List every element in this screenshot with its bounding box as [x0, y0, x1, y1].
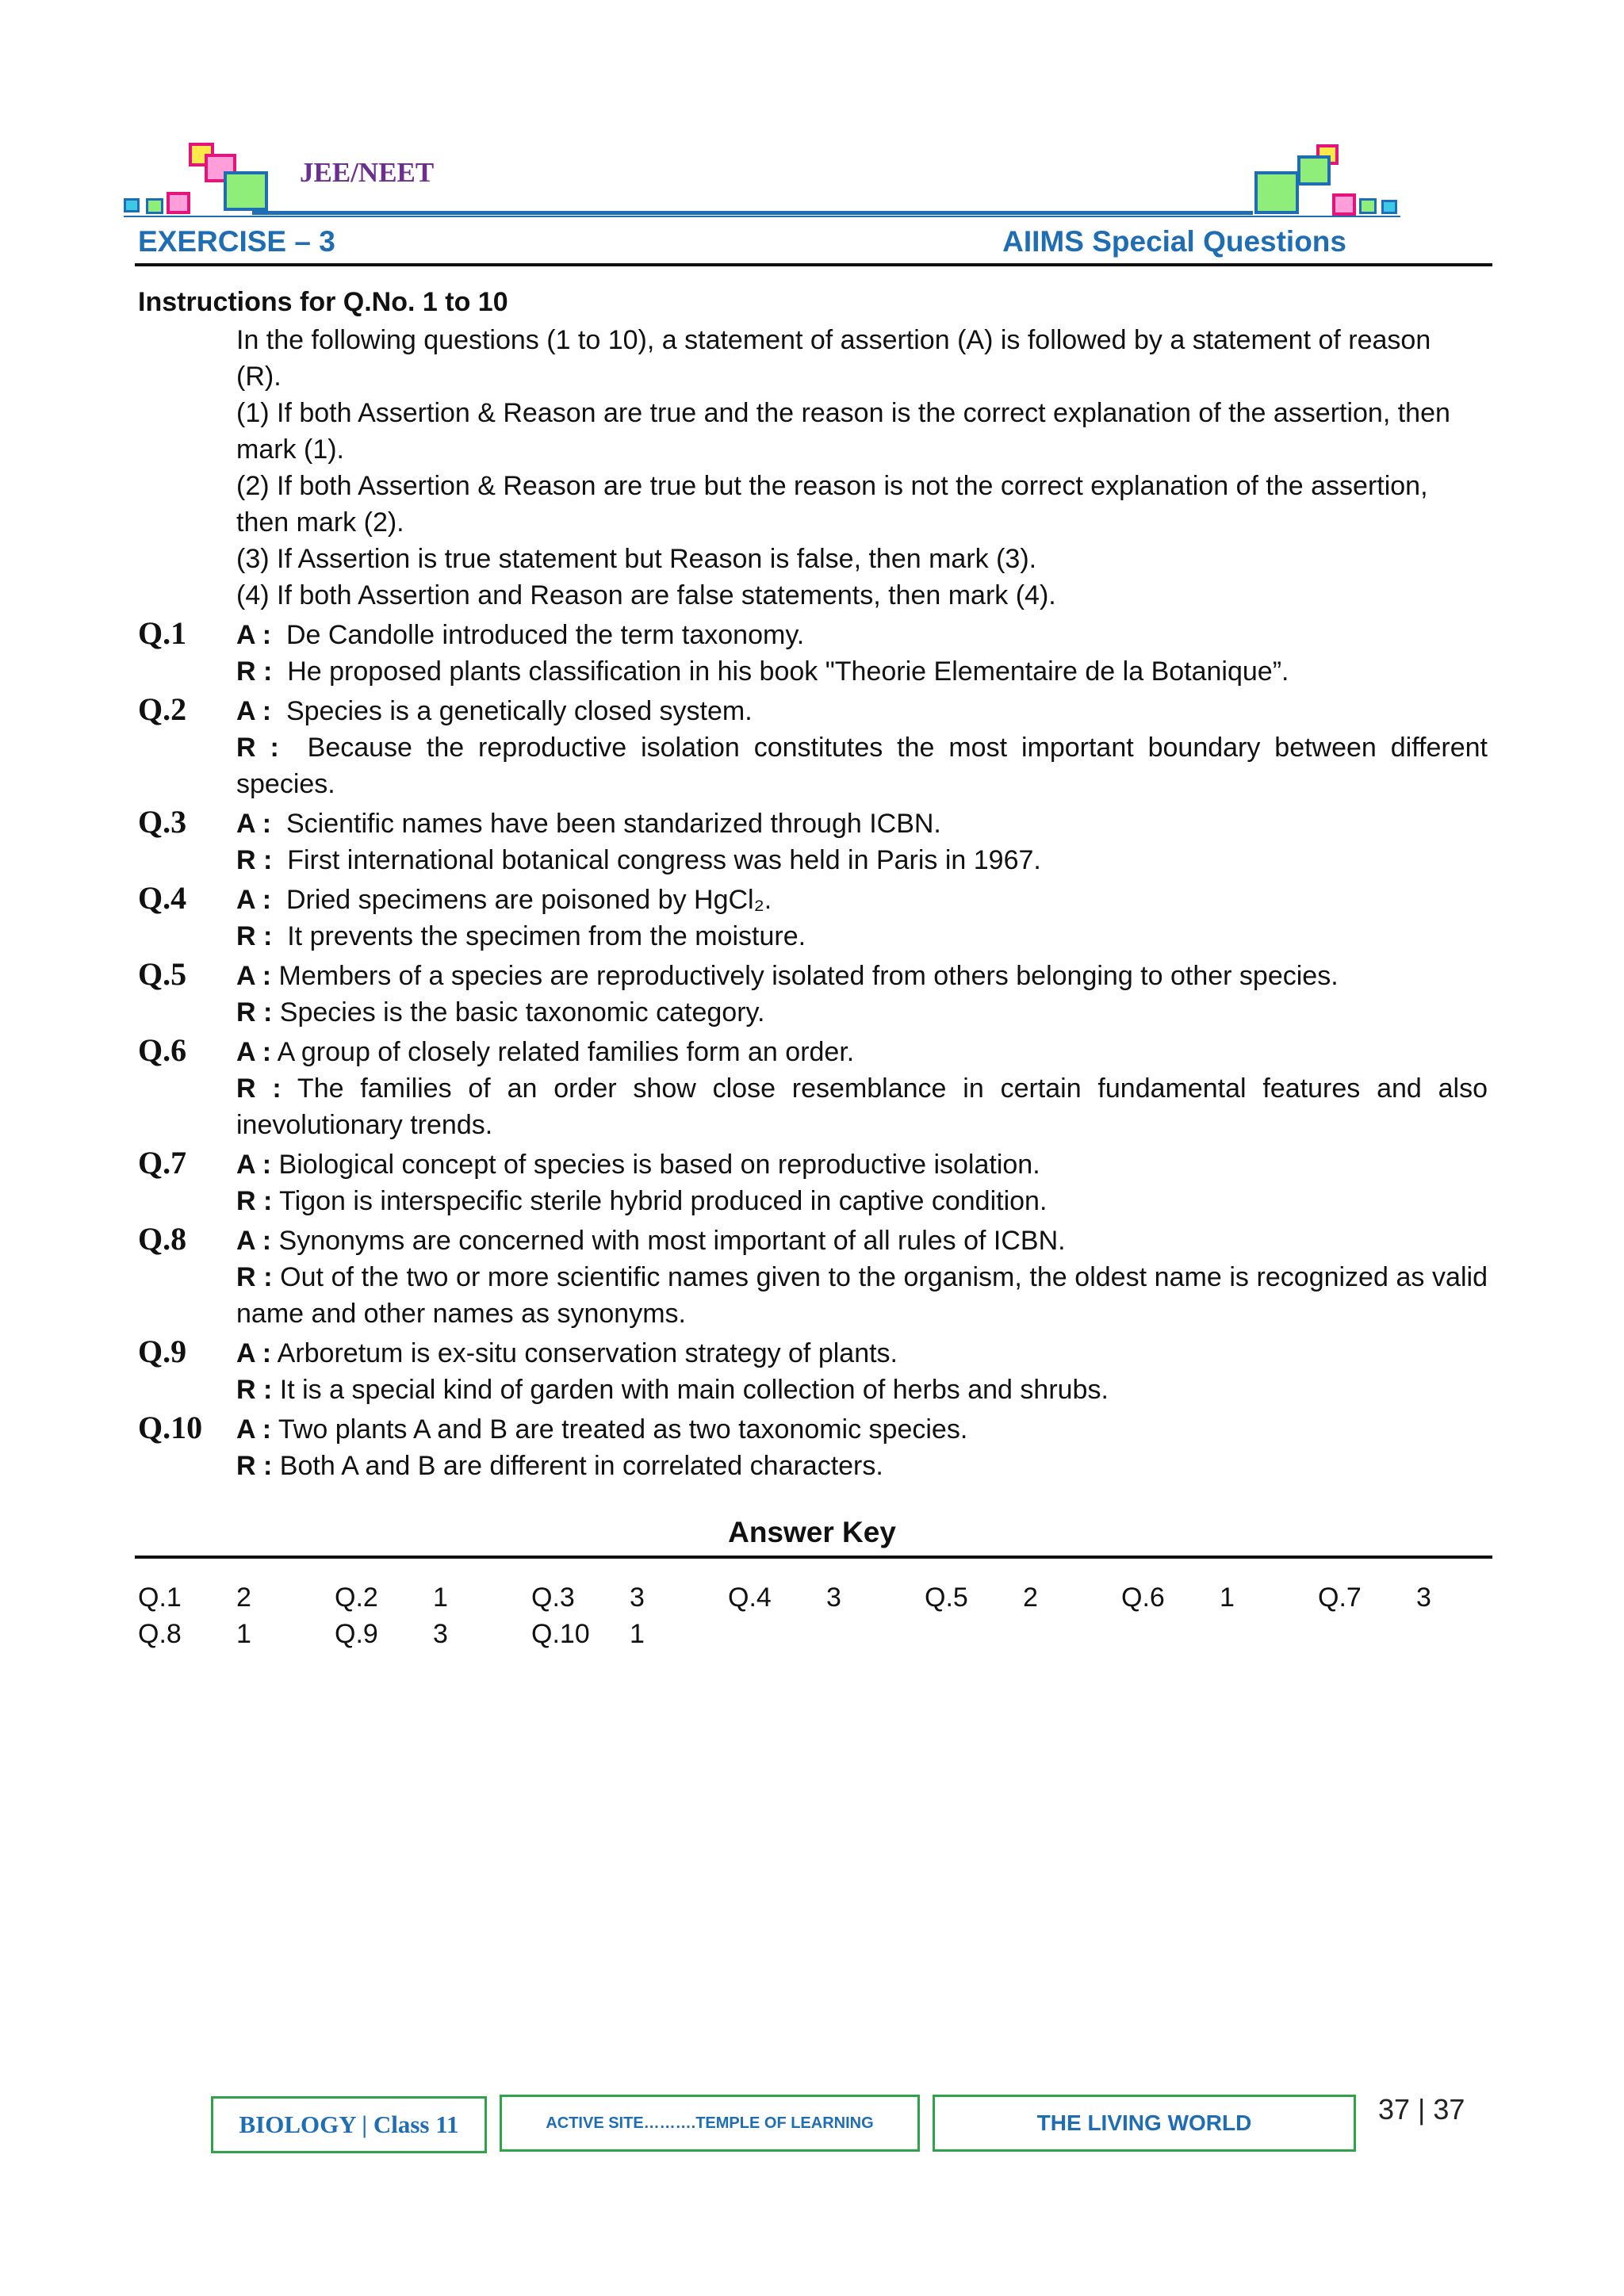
reason-text: The families of an order show close resemblance in certain fundamental features and also inevolutionary trends. [236, 1073, 1488, 1140]
assertion-label: A : [236, 1338, 272, 1368]
assertion-line [236, 806, 1488, 842]
reason-line [236, 918, 1488, 955]
answer-key-title: Answer Key [728, 1516, 896, 1548]
answer-key-question: Q.4 [728, 1582, 772, 1613]
answer-key-question: Q.5 [925, 1582, 968, 1613]
assertion-line [236, 882, 1488, 918]
assertion-text: A group of closely related families form an order. [277, 1037, 855, 1067]
answer-key-answer: 3 [826, 1582, 841, 1613]
reason-text: Species is the basic taxonomic category. [279, 997, 765, 1027]
footer-subject-box [211, 2096, 487, 2153]
header-rule [135, 263, 1492, 266]
reason-label: R : [236, 997, 273, 1027]
assertion-line [236, 1034, 1488, 1070]
answer-key-question: Q.7 [1318, 1582, 1362, 1613]
reason-text: He proposed plants classification in his book "Theorie Elementaire de la Botanique”. [287, 656, 1289, 687]
assertion-label: A : [236, 1037, 272, 1067]
answer-key-answer: 2 [1023, 1582, 1038, 1613]
assertion-label: A : [236, 696, 272, 726]
reason-text: Out of the two or more scientific names given to the organism, the oldest name is recognized as valid name and other names as synonyms. [236, 1262, 1488, 1329]
footer-subject: BIOLOGY | Class 11 [239, 2110, 459, 2138]
instruction-line: (1) If both Assertion & Reason are true and the reason is the correct explanation of the assertion, then [236, 398, 1450, 428]
question-number: Q.6 [138, 1032, 187, 1068]
reason-label: R : [236, 921, 273, 951]
assertion-text: Scientific names have been standarized through ICBN. [285, 809, 941, 839]
question-number: Q.5 [138, 956, 187, 992]
answer-key-question: Q.3 [531, 1582, 575, 1613]
answer-key-answer: 1 [236, 1619, 251, 1649]
instruction-line: then mark (2). [236, 507, 404, 538]
assertion-label: A : [236, 1226, 272, 1256]
assertion-text: Dried specimens are poisoned by HgCl₂. [285, 885, 772, 915]
reason-line [236, 1372, 1488, 1408]
assertion-label: A : [236, 620, 272, 650]
answer-key-answer: 2 [236, 1582, 251, 1613]
reason-text: It is a special kind of garden with main collection of herbs and shrubs. [279, 1375, 1109, 1405]
answer-key-question: Q.8 [138, 1619, 182, 1649]
question-number: Q.2 [138, 691, 187, 727]
answer-key-question: Q.10 [531, 1619, 590, 1649]
reason-label: R : [236, 1451, 273, 1481]
page-number: 37 | 37 [1378, 2093, 1465, 2126]
assertion-label: A : [236, 961, 272, 991]
reason-label: R : [236, 845, 273, 875]
assertion-text: Synonyms are concerned with most important of all rules of ICBN. [278, 1226, 1066, 1256]
reason-text: Both A and B are different in correlated characters. [279, 1451, 883, 1481]
reason-label: R : [236, 1375, 273, 1405]
exercise-title: EXERCISE – 3 [138, 225, 335, 258]
question-number: Q.1 [138, 615, 187, 651]
assertion-text: Members of a species are reproductively isolated from others belonging to other species. [278, 961, 1339, 991]
reason-text: First international botanical congress was held in Paris in 1967. [287, 845, 1041, 875]
question-number: Q.9 [138, 1334, 187, 1369]
reason-label: R : [236, 733, 279, 763]
assertion-line [236, 693, 1488, 729]
reason-label: R : [236, 656, 273, 687]
reason-label: R : [236, 1186, 273, 1216]
footer-chapter-box [933, 2095, 1356, 2152]
instruction-line: (R). [236, 362, 282, 392]
answer-key-question: Q.6 [1121, 1582, 1165, 1613]
reason-label: R : [236, 1073, 282, 1104]
assertion-text: De Candolle introduced the term taxonomy. [285, 620, 805, 650]
assertion-text: Arboretum is ex-situ conservation strategy of plants. [277, 1338, 898, 1368]
reason-line [236, 729, 1488, 802]
reason-line [236, 1448, 1488, 1484]
reason-text: Because the reproductive isolation constitutes the most important boundary between different species. [236, 733, 1488, 799]
assertion-line [236, 1411, 1488, 1448]
answer-key-question: Q.1 [138, 1582, 182, 1613]
answer-key-answer: 3 [433, 1619, 448, 1649]
instruction-line: mark (1). [236, 434, 344, 465]
footer-site: ACTIVE SITE……….TEMPLE OF LEARNING [546, 2114, 874, 2132]
reason-line [236, 653, 1488, 690]
brand-label: JEE/NEET [300, 157, 435, 188]
answer-key-question: Q.2 [335, 1582, 378, 1613]
footer-site-box [500, 2095, 920, 2152]
instruction-line: (4) If both Assertion and Reason are false statements, then mark (4). [236, 580, 1056, 610]
assertion-label: A : [236, 1414, 272, 1445]
question-number: Q.8 [138, 1221, 187, 1257]
answer-key-answer: 3 [1416, 1582, 1431, 1613]
instructions-title: Instructions for Q.No. 1 to 10 [138, 287, 508, 317]
question-number: Q.3 [138, 804, 187, 840]
assertion-line [236, 617, 1488, 653]
reason-line [236, 1070, 1488, 1143]
header-blue-thin-line [124, 216, 1400, 217]
footer-chapter: THE LIVING WORLD [1036, 2110, 1252, 2135]
assertion-text: Species is a genetically closed system. [285, 696, 753, 726]
reason-label: R : [236, 1262, 273, 1292]
assertion-line [236, 958, 1488, 994]
section-title: AIIMS Special Questions [1002, 225, 1346, 258]
question-number: Q.4 [138, 880, 187, 916]
answer-key-rule [135, 1556, 1492, 1559]
instruction-line: (2) If both Assertion & Reason are true but the reason is not the correct explanation of the assertion, [236, 471, 1428, 501]
assertion-label: A : [236, 809, 272, 839]
assertion-line [236, 1335, 1488, 1372]
assertion-line [236, 1146, 1488, 1183]
instruction-line: (3) If Assertion is true statement but Reason is false, then mark (3). [236, 544, 1037, 574]
reason-line [236, 1183, 1488, 1219]
answer-key-answer: 1 [433, 1582, 448, 1613]
instruction-line: In the following questions (1 to 10), a statement of assertion (A) is followed by a statement of reason [236, 325, 1431, 355]
reason-line [236, 1259, 1488, 1332]
reason-line [236, 994, 1488, 1031]
assertion-label: A : [236, 885, 272, 915]
answer-key-answer: 1 [630, 1619, 645, 1649]
answer-key-answer: 3 [630, 1582, 645, 1613]
question-number: Q.10 [138, 1410, 203, 1445]
assertion-text: Two plants A and B are treated as two taxonomic species. [278, 1414, 968, 1445]
answer-key-question: Q.9 [335, 1619, 378, 1649]
reason-line [236, 842, 1488, 878]
reason-text: Tigon is interspecific sterile hybrid produced in captive condition. [279, 1186, 1048, 1216]
answer-key-answer: 1 [1220, 1582, 1235, 1613]
assertion-line [236, 1223, 1488, 1259]
assertion-text: Biological concept of species is based on reproductive isolation. [278, 1150, 1040, 1180]
header-blue-line [252, 211, 1253, 215]
reason-text: It prevents the specimen from the moisture. [287, 921, 806, 951]
question-number: Q.7 [138, 1145, 187, 1181]
assertion-label: A : [236, 1150, 272, 1180]
